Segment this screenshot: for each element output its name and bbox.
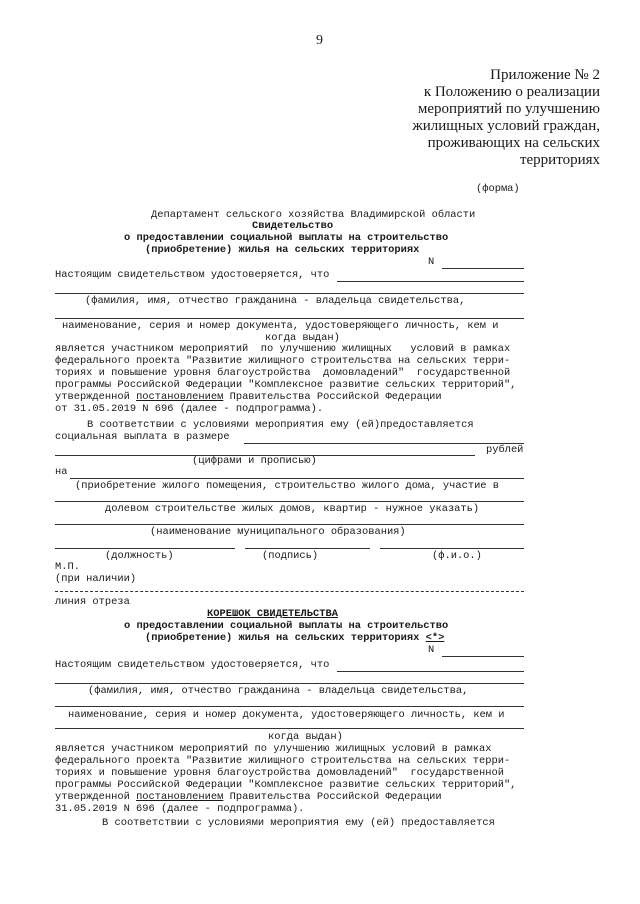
approved-suffix: Правительства Российской Федерации	[223, 391, 442, 403]
appendix-line-1: Приложение № 2	[490, 67, 600, 83]
stub-name-field-line	[337, 671, 524, 672]
cut-line-label: линия отреза	[55, 596, 130, 608]
resolution-link[interactable]: постановлением	[136, 391, 224, 403]
appendix-line-4: жилищных условий граждан,	[412, 118, 600, 134]
document-note-2: когда выдан)	[265, 332, 340, 344]
signature-note: (подпись)	[262, 550, 319, 562]
purpose-note-1: (приобретение жилого помещения, строительство жилого дома, участие в	[75, 480, 500, 492]
stub-document-field-line-2	[55, 728, 524, 729]
certificate-subtitle-1: о предоставлении социальной выплаты на строительство	[124, 232, 449, 244]
number-label: N	[428, 256, 435, 268]
rubles-label: рублей	[486, 444, 524, 456]
stamp-label: М.П.	[55, 561, 80, 573]
stub-body-line-2: федерального проекта "Развитие жилищного строительства на сельских терри-	[55, 755, 511, 767]
body-line-3: ториях и повышение уровня благоустройства домовладений" государственной	[55, 367, 511, 379]
stub-document-note: наименование, серия и номер документа, удостоверяющего личность, кем и	[68, 709, 505, 721]
certifies-text: Настоящим свидетельством удостоверяется, что	[55, 269, 330, 281]
name-field-line-2	[55, 293, 524, 294]
document-note: наименование, серия и номер документа, удостоверяющего личность, кем и	[62, 320, 499, 332]
na-label: на	[55, 466, 68, 478]
appendix-line-6: территориях	[519, 152, 600, 168]
stub-title: КОРЕШОК СВИДЕТЕЛЬСТВА	[207, 608, 338, 620]
form-label: (форма)	[476, 183, 520, 195]
position-note: (должность)	[105, 550, 174, 562]
body-line-1: является участником мероприятий по улучшению жилищных условий в рамках	[55, 343, 511, 355]
stub-accordance-text: В соответствии с условиями мероприятия ему (ей) предоставляется	[102, 817, 495, 829]
certificate-title: Свидетельство	[252, 220, 334, 232]
name-field-line	[337, 281, 524, 282]
purpose-note-2: долевом строительстве жилых домов, квартир - нужное указать)	[105, 503, 480, 515]
signature-line	[245, 548, 370, 549]
municipality-note: (наименование муниципального образования)	[150, 526, 406, 538]
stub-fio-note: (фамилия, имя, отчество гражданина - владельца свидетельства,	[88, 685, 469, 697]
document-field-line	[55, 318, 524, 319]
stub-approved-suffix: Правительства Российской Федерации	[223, 791, 442, 803]
stub-subtitle-2-text: (приобретение) жилья на сельских территориях	[145, 632, 420, 644]
digits-note: (цифрами и прописью)	[192, 455, 317, 467]
body-line-2: федерального проекта "Развитие жилищного строительства на сельских терри-	[55, 355, 511, 367]
stub-resolution-link[interactable]: постановлением	[136, 791, 224, 803]
certificate-subtitle-2: (приобретение) жилья на сельских территориях	[145, 244, 420, 256]
appendix-line-2: к Положению о реализации	[423, 84, 600, 100]
stub-approved-line	[55, 792, 442, 803]
number-field-line	[442, 268, 524, 269]
fio-note: (фамилия, имя, отчество гражданина - владельца свидетельства,	[85, 295, 466, 307]
position-line	[55, 548, 235, 549]
date-line: от 31.05.2019 N 696 (далее - подпрограмма).	[55, 403, 324, 415]
purpose-field-line-2	[55, 501, 524, 502]
stub-document-field-line	[55, 706, 524, 707]
purpose-field-line	[70, 478, 524, 479]
stub-body-line-1: является участником мероприятий по улучшению жилищных условий в рамках	[55, 743, 492, 755]
approved-line	[55, 392, 442, 403]
stub-body-line-4: программы Российской Федерации "Комплексное развитие сельских территорий",	[55, 779, 517, 791]
stub-subtitle-2	[145, 633, 444, 644]
stub-subtitle-1: о предоставлении социальной выплаты на строительство	[124, 620, 449, 632]
fio-line	[380, 548, 524, 549]
stub-name-field-line-2	[55, 683, 524, 684]
accordance-text: В соответствии с условиями мероприятия ему (ей)предоставляется	[87, 419, 474, 431]
stub-approved-prefix: утвержденной	[55, 791, 137, 803]
approved-prefix: утвержденной	[55, 391, 137, 403]
stub-body-line-3: ториях и повышение уровня благоустройства домовладений" государственной	[55, 767, 504, 779]
amount-field-line	[244, 443, 524, 444]
stamp-note: (при наличии)	[55, 573, 137, 585]
appendix-line-3: мероприятий по улучшению	[417, 101, 600, 117]
department: Департамент сельского хозяйства Владимирской области	[151, 209, 476, 221]
stub-number-field-line	[442, 656, 524, 657]
body-line-4: программы Российской Федерации "Комплексное развитие сельских территорий",	[55, 379, 517, 391]
municipality-field-line	[55, 524, 524, 525]
stub-document-note-2: когда выдан)	[268, 731, 343, 743]
stub-date-line: 31.05.2019 N 696 (далее - подпрограмма).	[55, 803, 305, 815]
stub-number-label: N	[428, 644, 435, 656]
appendix-line-5: проживающих на сельских	[427, 135, 600, 151]
fio-sign-note: (ф.и.о.)	[432, 550, 482, 562]
footnote-link[interactable]: <*>	[425, 632, 445, 644]
payment-amount-label: социальная выплата в размере	[55, 431, 230, 443]
page-number: 9	[316, 33, 323, 48]
cut-dashed-line	[55, 591, 524, 592]
stub-certifies-text: Настоящим свидетельством удостоверяется, что	[55, 659, 330, 671]
